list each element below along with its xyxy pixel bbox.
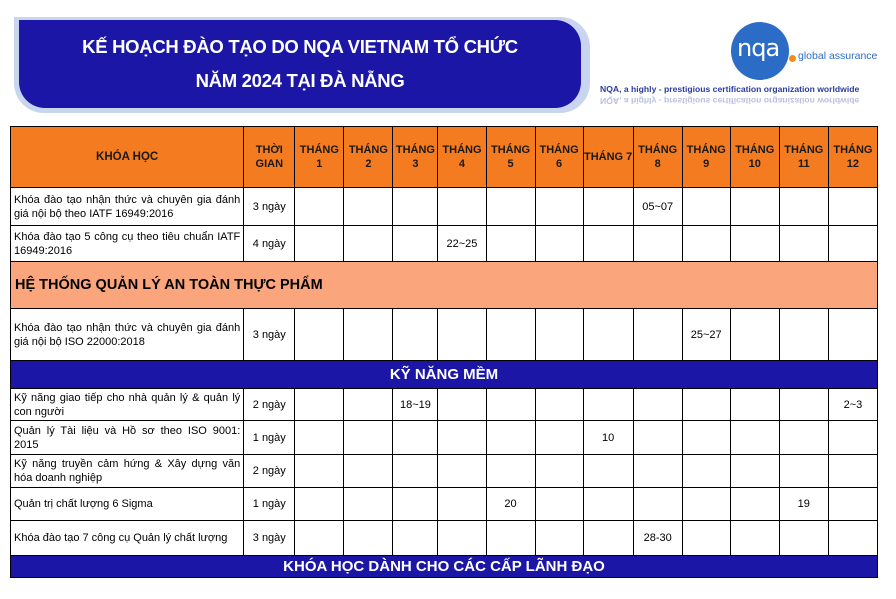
- schedule-cell: [344, 309, 393, 361]
- table-row: [11, 389, 878, 421]
- course-name: Khóa đào tạo nhận thức và chuyên gia đánh giá nội bộ theo IATF 16949:2016: [11, 188, 244, 226]
- schedule-cell: [486, 455, 535, 488]
- table-row: [11, 226, 878, 262]
- schedule-cell: 25~27: [682, 309, 730, 361]
- schedule-cell: [730, 521, 779, 556]
- schedule-cell: [438, 188, 486, 226]
- section-row-soft-skills: [11, 361, 878, 389]
- schedule-cell: [730, 389, 779, 421]
- schedule-cell: [779, 455, 828, 488]
- schedule-cell: [535, 309, 583, 361]
- course-name: Kỹ năng truyền cảm hứng & Xây dựng văn hóa doanh nghiệp: [11, 455, 244, 488]
- schedule-cell: [393, 188, 438, 226]
- schedule-cell: [393, 488, 438, 521]
- schedule-cell: [393, 455, 438, 488]
- schedule-cell: [682, 521, 730, 556]
- schedule-cell: [633, 421, 682, 455]
- schedule-cell: [633, 389, 682, 421]
- schedule-cell: [486, 521, 535, 556]
- schedule-cell: [486, 309, 535, 361]
- schedule-cell: [295, 521, 344, 556]
- logo-tagline: NQA, a highly - prestigious certification organization worldwide: [600, 84, 860, 94]
- schedule-cell: [295, 455, 344, 488]
- schedule-cell: [730, 188, 779, 226]
- table-row: [11, 188, 878, 226]
- schedule-cell: [393, 226, 438, 262]
- schedule-cell: [344, 389, 393, 421]
- header-duration: THỜI GIAN: [244, 127, 295, 188]
- schedule-cell: 22~25: [438, 226, 486, 262]
- schedule-cell: 2~3: [828, 389, 877, 421]
- schedule-cell: [779, 389, 828, 421]
- schedule-cell: [295, 226, 344, 262]
- schedule-cell: [295, 188, 344, 226]
- header-month-3: THÁNG 3: [393, 127, 438, 188]
- schedule-cell: 20: [486, 488, 535, 521]
- schedule-cell: [583, 521, 633, 556]
- course-duration: 3 ngày: [244, 521, 295, 556]
- schedule-cell: [344, 488, 393, 521]
- schedule-cell: [535, 188, 583, 226]
- schedule-cell: [438, 488, 486, 521]
- schedule-cell: [583, 188, 633, 226]
- training-schedule-table: [10, 126, 878, 578]
- header-month-9: THÁNG 9: [682, 127, 730, 188]
- course-duration: 1 ngày: [244, 488, 295, 521]
- course-duration: 2 ngày: [244, 389, 295, 421]
- schedule-cell: [438, 309, 486, 361]
- schedule-cell: [344, 421, 393, 455]
- course-name: Khóa đào tạo 5 công cụ theo tiêu chuẩn IATF 16949:2016: [11, 226, 244, 262]
- logo-dot-icon: [789, 55, 796, 62]
- schedule-cell: [344, 455, 393, 488]
- schedule-cell: [682, 188, 730, 226]
- header-month-5: THÁNG 5: [486, 127, 535, 188]
- course-name: Khóa đào tạo 7 công cụ Quản lý chất lượng: [11, 521, 244, 556]
- section-title-soft-skills: KỸ NĂNG MỀM: [11, 361, 878, 389]
- schedule-cell: [633, 226, 682, 262]
- table-row: [11, 455, 878, 488]
- header-month-6: THÁNG 6: [535, 127, 583, 188]
- title-banner: [19, 20, 581, 108]
- schedule-cell: [535, 488, 583, 521]
- schedule-cell: [682, 226, 730, 262]
- schedule-cell: [535, 226, 583, 262]
- schedule-cell: [730, 421, 779, 455]
- schedule-cell: [393, 421, 438, 455]
- header-month-1: THÁNG 1: [295, 127, 344, 188]
- schedule-cell: [779, 521, 828, 556]
- schedule-cell: [438, 389, 486, 421]
- logo-tagline-reflection: NQA, a highly - prestigious certification organization worldwide: [600, 96, 860, 106]
- schedule-cell: [583, 389, 633, 421]
- schedule-cell: [486, 389, 535, 421]
- schedule-cell: [633, 488, 682, 521]
- schedule-cell: [295, 389, 344, 421]
- section-title-leaders: KHÓA HỌC DÀNH CHO CÁC CẤP LÃNH ĐẠO: [11, 556, 878, 578]
- header-month-4: THÁNG 4: [438, 127, 486, 188]
- table-header-row: [11, 127, 878, 188]
- schedule-cell: [295, 309, 344, 361]
- course-name: Quản trị chất lượng 6 Sigma: [11, 488, 244, 521]
- schedule-cell: [828, 188, 877, 226]
- schedule-cell: [535, 421, 583, 455]
- schedule-cell: [633, 455, 682, 488]
- schedule-cell: [486, 421, 535, 455]
- schedule-cell: [583, 226, 633, 262]
- schedule-cell: [535, 389, 583, 421]
- header-course: KHÓA HỌC: [11, 127, 244, 188]
- header-month-2: THÁNG 2: [344, 127, 393, 188]
- schedule-cell: [583, 455, 633, 488]
- schedule-cell: [682, 389, 730, 421]
- header-month-12: THÁNG 12: [828, 127, 877, 188]
- course-duration: 3 ngày: [244, 188, 295, 226]
- logo-brand: nqa: [737, 34, 780, 62]
- section-row-food-safety: [11, 262, 878, 309]
- schedule-cell: [828, 226, 877, 262]
- header-month-10: THÁNG 10: [730, 127, 779, 188]
- schedule-cell: [779, 421, 828, 455]
- course-name: Khóa đào tạo nhận thức và chuyên gia đánh giá nội bộ ISO 22000:2018: [11, 309, 244, 361]
- course-duration: 2 ngày: [244, 455, 295, 488]
- course-duration: 1 ngày: [244, 421, 295, 455]
- schedule-cell: [828, 488, 877, 521]
- section-row-leaders: [11, 556, 878, 578]
- course-name: Kỹ năng giao tiếp cho nhà quản lý & quản lý con người: [11, 389, 244, 421]
- schedule-cell: [828, 421, 877, 455]
- schedule-cell: [295, 488, 344, 521]
- schedule-cell: [828, 455, 877, 488]
- title-line-1: KẾ HOẠCH ĐÀO TẠO DO NQA VIETNAM TỔ CHỨC: [82, 36, 518, 57]
- schedule-cell: [633, 309, 682, 361]
- schedule-cell: [438, 421, 486, 455]
- schedule-cell: 28-30: [633, 521, 682, 556]
- schedule-cell: [779, 188, 828, 226]
- nqa-logo: [597, 18, 883, 116]
- schedule-cell: [730, 488, 779, 521]
- schedule-cell: [583, 309, 633, 361]
- table-row: [11, 421, 878, 455]
- logo-subtitle: global assurance: [798, 50, 878, 62]
- table-row: [11, 521, 878, 556]
- schedule-cell: [682, 488, 730, 521]
- schedule-cell: [583, 488, 633, 521]
- course-name: Quản lý Tài liệu và Hồ sơ theo ISO 9001: 2015: [11, 421, 244, 455]
- schedule-cell: [393, 521, 438, 556]
- schedule-cell: [486, 226, 535, 262]
- schedule-cell: 19: [779, 488, 828, 521]
- schedule-cell: [535, 455, 583, 488]
- schedule-cell: [438, 521, 486, 556]
- schedule-cell: [344, 188, 393, 226]
- schedule-cell: [828, 309, 877, 361]
- section-title-food-safety: HỆ THỐNG QUẢN LÝ AN TOÀN THỰC PHẨM: [11, 262, 878, 309]
- schedule-cell: [438, 455, 486, 488]
- table-row: [11, 309, 878, 361]
- schedule-cell: [730, 309, 779, 361]
- schedule-cell: [486, 188, 535, 226]
- schedule-cell: [730, 226, 779, 262]
- header-month-8: THÁNG 8: [633, 127, 682, 188]
- header-month-7: THÁNG 7: [583, 127, 633, 188]
- course-duration: 4 ngày: [244, 226, 295, 262]
- title-line-2: NĂM 2024 TẠI ĐÀ NẴNG: [195, 70, 405, 91]
- schedule-cell: 18~19: [393, 389, 438, 421]
- schedule-cell: [828, 521, 877, 556]
- schedule-cell: [344, 521, 393, 556]
- header-month-11: THÁNG 11: [779, 127, 828, 188]
- schedule-cell: [295, 421, 344, 455]
- schedule-cell: [779, 226, 828, 262]
- schedule-cell: [344, 226, 393, 262]
- schedule-cell: [393, 309, 438, 361]
- schedule-cell: 10: [583, 421, 633, 455]
- table-row: [11, 488, 878, 521]
- schedule-cell: [682, 421, 730, 455]
- schedule-cell: 05~07: [633, 188, 682, 226]
- schedule-cell: [730, 455, 779, 488]
- schedule-cell: [779, 309, 828, 361]
- schedule-cell: [535, 521, 583, 556]
- schedule-cell: [682, 455, 730, 488]
- course-duration: 3 ngày: [244, 309, 295, 361]
